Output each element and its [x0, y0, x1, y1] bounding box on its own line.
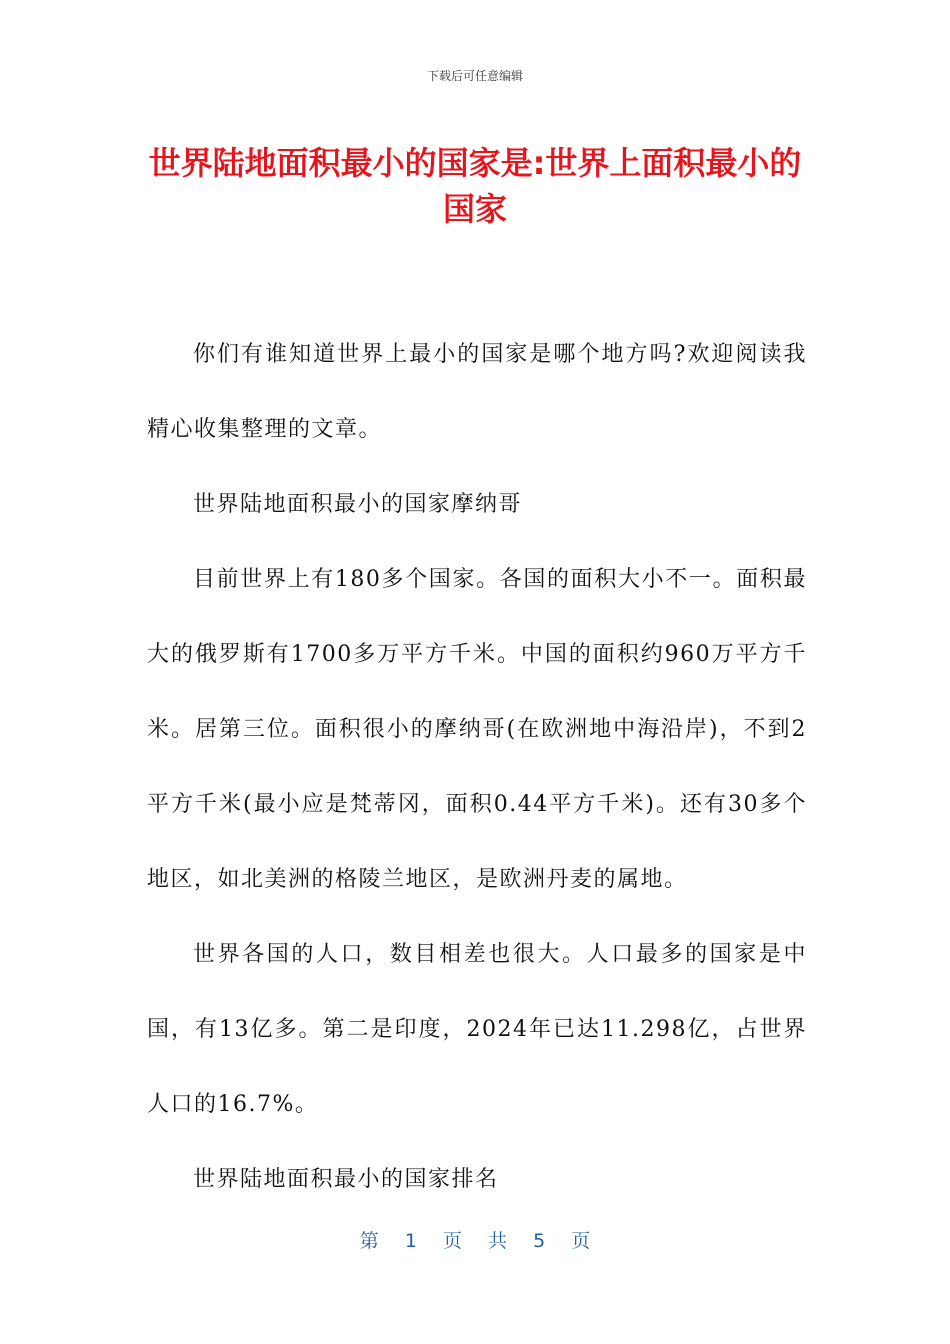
- footer-total-label: 共: [488, 1230, 508, 1252]
- header-note: 下载后可任意编辑: [426, 69, 523, 83]
- footer-page-number: 1: [404, 1230, 417, 1252]
- paragraph-population: 世界各国的人口，数目相差也很大。人口最多的国家是中国，有13亿多。第二是印度，2024年已达11.298亿，占世界人口的16.7%。: [147, 942, 807, 1117]
- footer-total-pages: 5: [533, 1230, 546, 1252]
- paragraph-intro: 你们有谁知道世界上最小的国家是哪个地方吗?欢迎阅读我精心收集整理的文章。: [147, 342, 807, 442]
- page-footer: [0, 1226, 950, 1253]
- document-body: [147, 317, 807, 1217]
- document-title: 世界陆地面积最小的国家是:世界上面积最小的国家: [148, 144, 802, 228]
- footer-page-unit: 页: [442, 1230, 462, 1252]
- footer-page-label: 第: [359, 1230, 379, 1252]
- section-heading-monaco: 世界陆地面积最小的国家摩纳哥: [193, 492, 523, 517]
- paragraph-country-areas: 目前世界上有180多个国家。各国的面积大小不一。面积最大的俄罗斯有1700多万平方千米。中国的面积约960万平方千米。居第三位。面积很小的摩纳哥(在欧洲地中海沿岸)，不到2平方千米(最小应是梵蒂冈，面积0.44平方千米)。还有30多个地区，如北美洲的格陵兰地区，是欧洲丹麦的属地。: [147, 567, 807, 892]
- section-heading-ranking: 世界陆地面积最小的国家排名: [193, 1167, 499, 1192]
- footer-total-unit: 页: [571, 1230, 591, 1252]
